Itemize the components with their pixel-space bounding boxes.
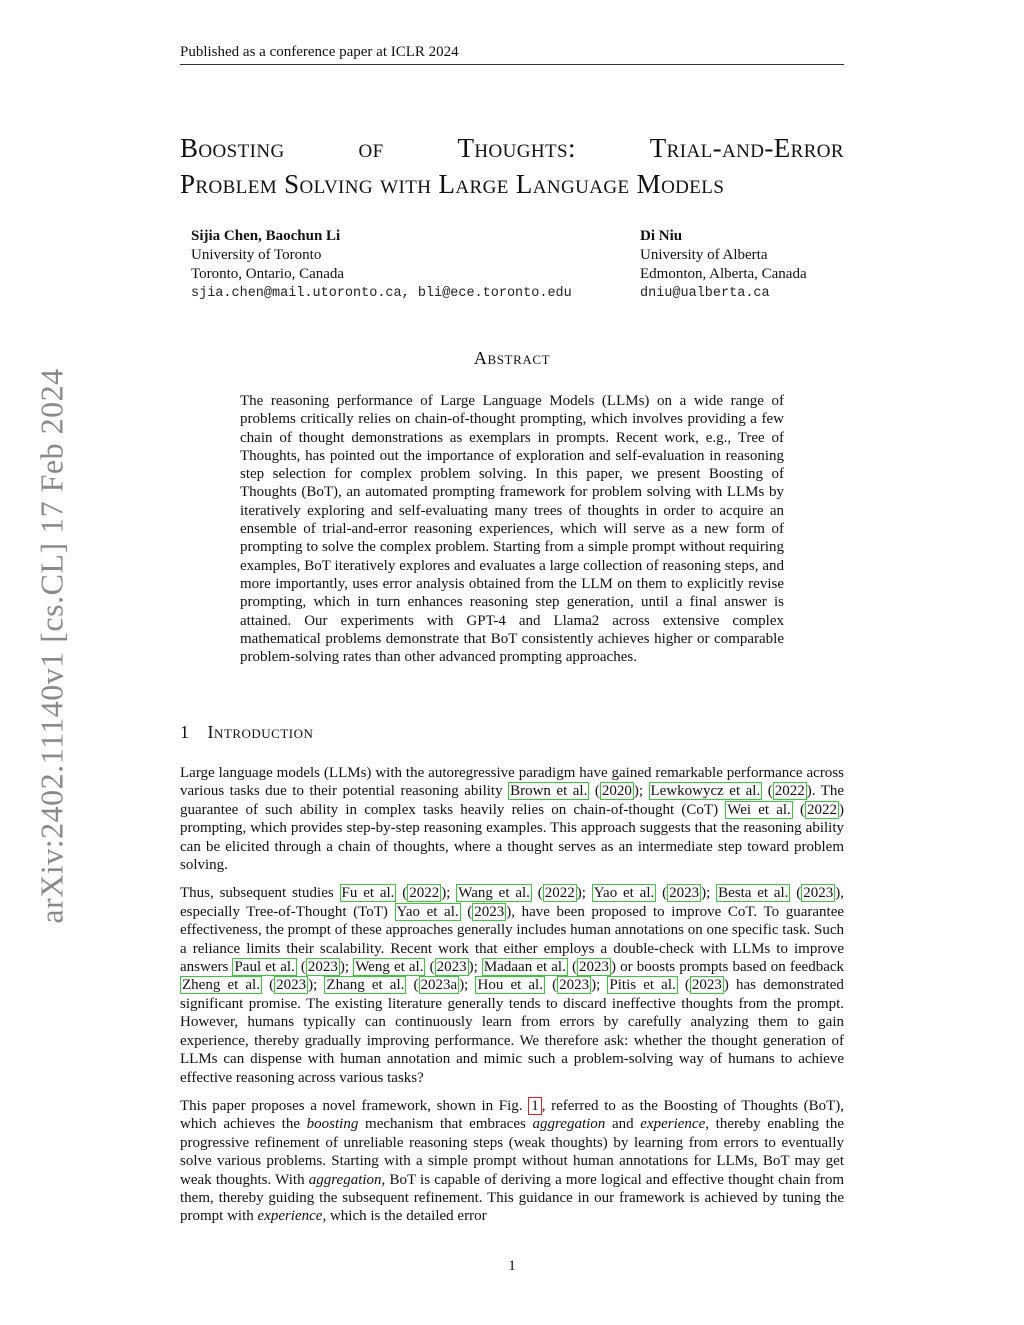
citation-year-link[interactable]: 2023 [559,977,590,994]
paper-title [180,130,844,202]
section-heading-introduction [180,722,313,743]
abstract-heading: Abstract [473,348,551,368]
citation-year-link[interactable]: 2020 [601,783,632,800]
citation-year-link[interactable]: 2023 [307,959,338,976]
citation-link[interactable]: Brown et al. [510,783,588,800]
citation-link[interactable]: Weng et al. [355,959,424,976]
citation-link[interactable]: Zhang et al. [326,977,405,994]
author-location: Toronto, Ontario, Canada [191,266,345,282]
citation-year-link[interactable]: 2022 [774,783,805,800]
author-affiliation: University of Toronto [191,247,322,263]
citation-year-link[interactable]: 2023 [276,977,307,994]
citation-link[interactable]: Pitis et al. [609,977,676,994]
citation-year-link[interactable]: 2023a [420,977,458,994]
author-names: Sijia Chen, Baochun Li [191,228,341,244]
title-word: Trial-and-Error [649,133,844,163]
title-word: Boosting [180,133,285,163]
author-names: Di Niu [640,228,683,244]
citation-link[interactable]: Madaan et al. [483,959,566,976]
citation-year-link[interactable]: 2023 [436,959,467,976]
section-title: Introduction [207,722,314,742]
title-word: of [358,133,384,163]
citation-year-link[interactable]: 2023 [669,885,700,902]
citation-year-link[interactable]: 2023 [803,885,834,902]
citation-link[interactable]: Wei et al. [727,801,791,818]
citation-link[interactable]: Zheng et al. [182,977,260,994]
abstract-text: The reasoning performance of Large Language Models (LLMs) on a wide range of problems critically relies on chain-of-thought prompting, which involves providing a few chain of thought demonstrations as exemplars in prompts. Recent work, e.g., Tree of Thoughts, has pointed out the importance of exploration and self-evaluation in reasoning step selection for complex problem solving. In this paper, we present Boosting of Thoughts (BoT), an automated prompting framework for problem solving with LLMs by iteratively exploring and self-evaluating many trees of thoughts in order to acquire an ensemble of trial-and-error reasoning experiences, which will serve as a new form of prompting to solve the complex problem. Starting from a simple prompt without requiring examples, BoT iteratively explores and evaluates a large collection of reasoning steps, and more importantly, uses error analysis obtained from the LLM on them to explicitly revise prompting, which in turn enhances reasoning step generation, until a final answer is attained. Our experiments with GPT-4 and Llama2 across extensive complex mathematical problems demonstrate that BoT consistently achieves higher or comparable problem-solving rates than other advanced prompting approaches. [240,393,784,666]
citation-link[interactable]: Wang et al. [458,885,530,902]
paragraph: Large language models (LLMs) with the autoregressive paradigm have gained remarkable performance across various tasks due to their potential reasoning ability Brown et al. ( 2020 ); Lewkowycz et al. ( 2022 ). The guarantee of such ability in complex tasks heavily relies on chain-of-thought (CoT) Wei et al. ( 2022 ) prompting, which provides step-by-step reasoning examples. This approach suggests that the reasoning ability can be elicited through a chain of thoughts, where a thought serves as an intermediate step toward problem solving. [180,765,845,874]
paragraph: Thus, subsequent studies Fu et al. ( 2022 ); Wang et al. ( 2022 ); Yao et al. ( 2023 ); Besta et al. ( 2023 ), especially Tree-of-Thought (ToT) Yao et al. ( 2023 ), have been proposed to improve CoT. To guarantee effectiveness, the prompt of these approaches generally includes human annotations on one specific task. Such a reliance limits their scalability. Recent work that either employs a double-check with LLMs to improve answers Paul et al. ( 2023 ); Weng et al. ( 2023 ); Madaan et al. ( 2023 ) or boosts prompts based on feedback Zheng et al. ( 2023 ); Zhang et al. ( 2023a ); Hou et al. ( 2023 ); Pitis et al. ( 2023 ) has demonstrated significant promise. The existing literature generally tends to discard ineffective thoughts from the prompt. However, humans typically can continuously learn from errors by carefully analyzing them to gain experience, thereby gradually improving performance. We therefore ask: whether the thought generation of LLMs can dispense with human annotation and mimic such a problem-solving way of humans to achieve effective reasoning across various tasks? [180,885,845,1086]
author-email: sjia.chen@mail.utoronto.ca, bli@ece.toronto.edu [191,286,572,301]
author-email: dniu@ualberta.ca [640,286,770,301]
section-number: 1 [180,722,190,742]
running-header: Published as a conference paper at ICLR 2024 [180,44,844,65]
citation-year-link[interactable]: 2023 [691,977,722,994]
citation-year-link[interactable]: 2023 [474,903,505,920]
author-block-alberta [640,227,807,303]
citation-link[interactable]: Yao et al. [396,903,459,920]
citation-link[interactable]: Fu et al. [341,885,395,902]
arxiv-stamp: arXiv:2402.11140v1 [cs.CL] 17 Feb 2024 [33,368,70,924]
figure-reference-link[interactable]: 1 [528,1097,542,1115]
citation-link[interactable]: Lewkowycz et al. [650,783,761,800]
title-line-2: Problem Solving with Large Language Models [180,169,725,199]
author-block-toronto [191,227,572,303]
author-affiliation: University of Alberta [640,247,768,263]
title-line-1 [180,130,844,166]
citation-year-link[interactable]: 2023 [578,959,609,976]
citation-link[interactable]: Besta et al. [718,885,789,902]
title-word: Thoughts: [457,133,576,163]
citation-year-link[interactable]: 2022 [807,801,837,818]
citation-year-link[interactable]: 2022 [409,885,440,902]
citation-link[interactable]: Hou et al. [477,977,543,994]
citation-link[interactable]: Yao et al. [593,885,655,902]
author-location: Edmonton, Alberta, Canada [640,266,807,282]
paragraph: This paper proposes a novel framework, shown in Fig. 1 , referred to as the Boosting of Thoughts (BoT), which achieves the boosting mechanism that embraces aggregation and experience, thereby enabling the progressive refinement of unreliable reasoning steps (weak thoughts) by learning from errors to eventually solve various problems. Starting with a simple prompt without human annotations for LLMs, BoT may get weak thoughts. With aggregation, BoT is capable of deriving a more logical and effective thought chain from them, thereby guiding the subsequent refinement. This guidance in our framework is achieved by tuning the prompt with experience, which is the detailed error [180,1097,844,1225]
introduction-body [180,764,844,1236]
citation-year-link[interactable]: 2022 [544,885,575,902]
citation-link[interactable]: Paul et al. [234,959,295,976]
page-number: 1 [508,1258,516,1274]
